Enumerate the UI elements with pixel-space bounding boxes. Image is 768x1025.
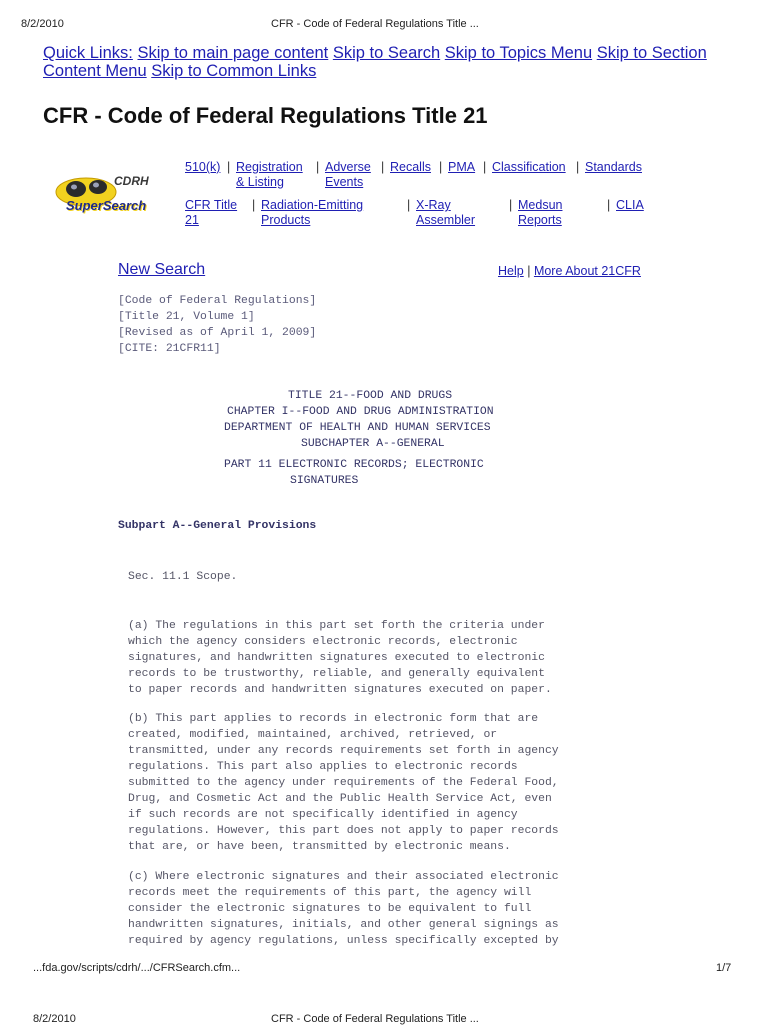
nav-item-standards[interactable]	[585, 160, 642, 175]
new-search-link[interactable]: New Search	[118, 261, 206, 278]
subpart-heading: Subpart A--General Provisions	[118, 520, 317, 532]
skip-topics-menu-link[interactable]: Skip to Topics Menu	[444, 44, 593, 62]
cdrh-supersearch-logo[interactable]	[52, 168, 170, 220]
next-header-date: 8/2/2010	[33, 1013, 76, 1025]
meta-line: [CITE: 21CFR11]	[118, 343, 221, 355]
nav-separator: |	[483, 160, 487, 174]
page-title: CFR - Code of Federal Regulations Title 21	[43, 103, 488, 128]
nav-item-xray[interactable]	[416, 198, 475, 228]
paragraph-b: (b) This part applies to records in electronic form that are created, modified, maintained, archived, retrieved, or transmitted, under any records requirements set forth in agency regulations. This part also applies to electronic records submitted to the agency under requirements of the Federal Food, Drug, and Cosmetic Act and the Public Health Service Act, even if such records are not specifically identified in agency regulations. However, this part does not apply to paper records that are, or have been, transmitted by electronic means.	[128, 713, 559, 853]
help-links	[498, 264, 641, 278]
nav-item-adverse-events[interactable]	[325, 160, 371, 190]
quick-links-prefix[interactable]: Quick Links:	[43, 44, 133, 62]
nav-separator: |	[509, 198, 513, 212]
nav-clia-link[interactable]: CLIA	[616, 198, 644, 212]
print-footer-url: ...fda.gov/scripts/cdrh/.../CFRSearch.cfm...	[33, 962, 241, 974]
nav-item-medsun[interactable]	[518, 198, 562, 228]
print-header-date: 8/2/2010	[21, 18, 64, 30]
nav-cfr-link-2[interactable]: 21	[185, 213, 199, 227]
nav-item-recalls[interactable]	[390, 160, 431, 175]
section-title: Sec. 11.1 Scope.	[128, 571, 238, 583]
meta-line: [Code of Federal Regulations]	[118, 295, 317, 307]
meta-line: [Title 21, Volume 1]	[118, 311, 255, 323]
nav-separator: |	[252, 198, 256, 212]
more-about-21cfr-link[interactable]: More About 21CFR	[533, 264, 641, 278]
nav-registration-link[interactable]: Registration	[236, 160, 303, 174]
nav-medsun-link[interactable]: Medsun	[518, 198, 563, 212]
nav-pma-link[interactable]: PMA	[448, 160, 476, 174]
nav-radiation-link[interactable]: Radiation-Emitting	[261, 198, 364, 212]
cfr-meta	[118, 293, 316, 357]
nav-xray-link[interactable]: X-Ray	[416, 198, 451, 212]
nav-recalls-link[interactable]: Recalls	[390, 160, 431, 174]
heading-department: DEPARTMENT OF HEALTH AND HUMAN SERVICES	[224, 422, 491, 434]
nav-separator: |	[439, 160, 443, 174]
nav-item-radiation[interactable]	[261, 198, 363, 228]
nav-separator: |	[381, 160, 385, 174]
heading-part: PART 11 ELECTRONIC RECORDS; ELECTRONIC	[224, 459, 484, 471]
nav-item-cfr-title[interactable]	[185, 198, 237, 228]
skip-common-links-link[interactable]: Skip to Common Links	[151, 62, 317, 80]
nav-separator: |	[316, 160, 320, 174]
nav-separator: |	[407, 198, 411, 212]
nav-adverse-link-2[interactable]: Events	[325, 175, 364, 189]
logo-line2: SuperSearch	[66, 198, 147, 213]
nav-separator: |	[607, 198, 611, 212]
nav-medsun-link-2[interactable]: Reports	[518, 213, 562, 227]
print-footer-page: 1/7	[716, 962, 732, 974]
skip-section-menu-link[interactable]: Skip to Section Content Menu	[43, 44, 707, 80]
nav-xray-link-2[interactable]: Assembler	[416, 213, 476, 227]
nav-adverse-link[interactable]: Adverse	[325, 160, 371, 174]
next-header-title: CFR - Code of Federal Regulations Title ...	[271, 1013, 479, 1025]
nav-separator: |	[576, 160, 580, 174]
heading-chapter: CHAPTER I--FOOD AND DRUG ADMINISTRATION	[227, 406, 494, 418]
help-separator: |	[527, 264, 531, 278]
nav-item-510k[interactable]	[185, 160, 220, 175]
nav-item-pma[interactable]	[448, 160, 475, 175]
nav-item-registration[interactable]	[236, 160, 303, 190]
heading-subchapter: SUBCHAPTER A--GENERAL	[301, 438, 445, 450]
print-header-title: CFR - Code of Federal Regulations Title ...	[271, 18, 479, 30]
paragraph-c: (c) Where electronic signatures and their associated electronic records meet the requirements of this part, the agency will consider the electronic signatures to be equivalent to full handwritten signatures, initials, and other general signings as required by agency regulations, unless specifically excepted by	[128, 871, 559, 947]
skip-search-link[interactable]: Skip to Search	[332, 44, 441, 62]
paragraph-a: (a) The regulations in this part set forth the criteria under which the agency considers electronic records, electronic signatures, and handwritten signatures executed to electronic records to be trustworthy, reliable, and generally equivalent to paper records and handwritten signatures executed on paper.	[128, 620, 552, 696]
nav-cfr-link[interactable]: CFR Title	[185, 198, 238, 212]
nav-radiation-link-2[interactable]: Products	[261, 213, 311, 227]
nav-item-classification[interactable]	[492, 160, 566, 175]
nav-registration-link-2[interactable]: & Listing	[236, 175, 284, 189]
nav-separator: |	[227, 160, 231, 174]
heading-title: TITLE 21--FOOD AND DRUGS	[288, 390, 453, 402]
skip-main-content-link[interactable]: Skip to main page content	[137, 44, 329, 62]
logo-line1: CDRH	[114, 174, 149, 188]
nav-classification-link[interactable]: Classification	[492, 160, 566, 174]
quick-links	[43, 44, 713, 80]
help-link[interactable]: Help	[498, 264, 524, 278]
meta-line: [Revised as of April 1, 2009]	[118, 327, 317, 339]
nav-item-clia[interactable]	[616, 198, 644, 213]
nav-standards-link[interactable]: Standards	[585, 160, 642, 174]
nav-510k-link[interactable]: 510(k)	[185, 160, 221, 174]
heading-part-cont: SIGNATURES	[290, 475, 359, 487]
